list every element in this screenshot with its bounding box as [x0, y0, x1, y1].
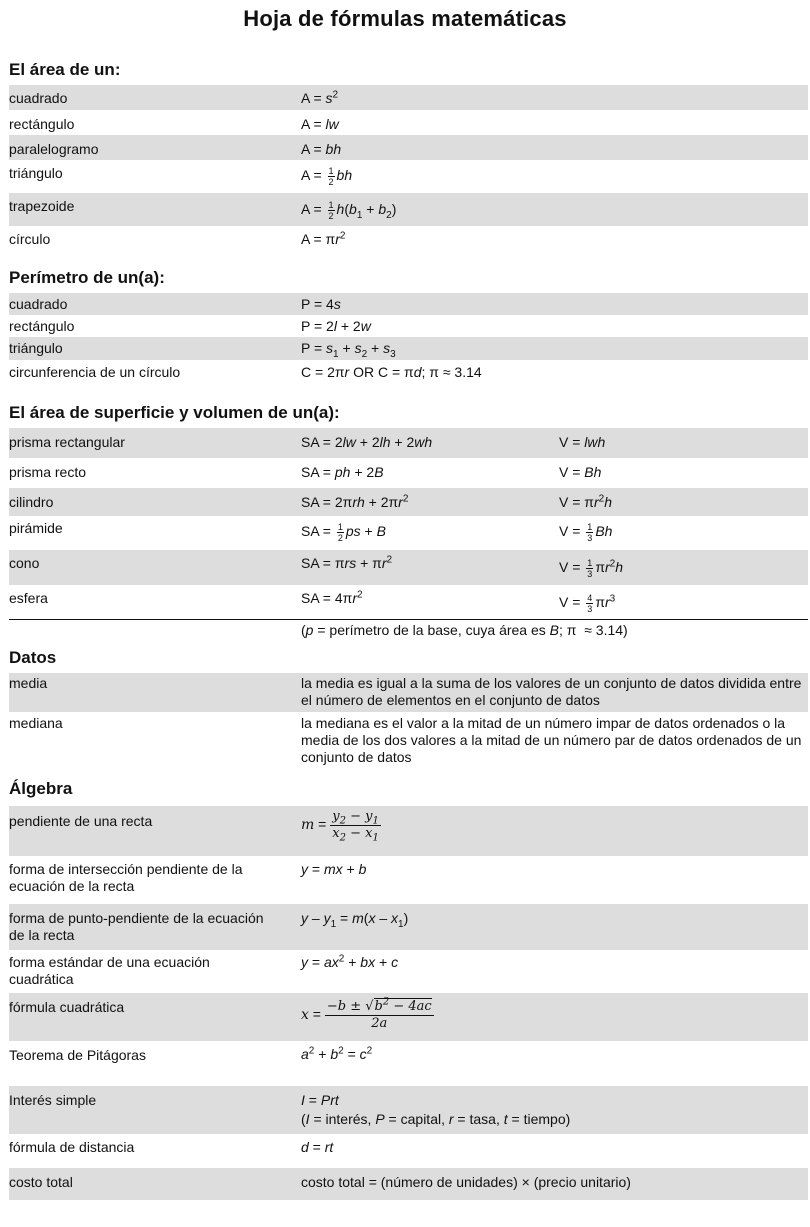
- surface-row-pyramid: [9, 516, 808, 550]
- row-sa-formula: SA = $2\pi rh + 2\pi r^2$: [301, 493, 409, 510]
- row-label: circunferencia de un círculo: [9, 364, 181, 380]
- row-formula: y = mx + b: [301, 861, 367, 877]
- algebra-row-point-slope: [9, 904, 808, 950]
- row-formula: $y = ax^2$ + bx + c: [301, 953, 399, 970]
- row-v-formula: V = $\frac{1}{3}$ Bh: [559, 522, 613, 543]
- row-label: Interés simple: [9, 1092, 97, 1108]
- algebra-row-total-cost: [9, 1168, 808, 1200]
- row-formula: x = $\frac{-b \pm √b^2 - 4ac}{2a}$: [301, 996, 432, 1031]
- row-v-formula: V = lwh: [559, 434, 606, 450]
- row-label: rectángulo: [9, 318, 75, 334]
- surface-note: (p = perímetro de la base, cuya área es B; π ≈ 3.14): [301, 622, 628, 638]
- row-label: prisma recto: [9, 464, 87, 480]
- area-row-square: [9, 85, 808, 110]
- algebra-row-simple-interest: [9, 1086, 808, 1134]
- surface-row-right-prism: [9, 458, 808, 488]
- row-note: (I = interés, P = capital, r = tasa, t = tiempo): [301, 1111, 571, 1127]
- row-sa-formula: SA = $4\pi r^2$: [301, 589, 363, 606]
- row-label: triángulo: [9, 165, 63, 181]
- area-row-rectangle: [9, 110, 808, 135]
- row-label: pirámide: [9, 520, 63, 536]
- row-formula: P = 4s: [301, 296, 341, 312]
- row-label: costo total: [9, 1174, 73, 1190]
- section-divider: [9, 619, 808, 620]
- row-label: triángulo: [9, 340, 63, 356]
- perimeter-row-rectangle: [9, 315, 808, 337]
- surface-row-rect-prism: [9, 428, 808, 458]
- row-formula: A = $\frac{1}{2}$ $h(b_1 + b_2)$: [301, 200, 397, 221]
- area-heading: El área de un:: [9, 60, 121, 79]
- area-row-circle: [9, 226, 808, 254]
- row-formula: $a^2 + b^2 = c^2$: [301, 1045, 373, 1062]
- perimeter-row-circumference: [9, 360, 808, 385]
- row-label: forma de punto-pendiente de la ecuación de la recta: [9, 910, 264, 943]
- area-row-parallelogram: [9, 135, 808, 160]
- surface-heading: El área de superficie y volumen de un(a):: [9, 403, 340, 422]
- perimeter-row-triangle: [9, 337, 808, 360]
- page-title: Hoja de fórmulas matemáticas: [243, 6, 567, 31]
- row-formula: I = Prt: [301, 1092, 339, 1108]
- row-label: media: [9, 675, 48, 691]
- area-row-trapezoid: [9, 193, 808, 226]
- surface-note-row: [9, 621, 808, 641]
- algebra-row-slope-intercept: [9, 856, 808, 904]
- area-row-triangle: [9, 160, 808, 193]
- row-formula: P = 2l + 2w: [301, 318, 371, 334]
- row-label: fórmula de distancia: [9, 1139, 135, 1155]
- data-heading: Datos: [9, 648, 57, 667]
- row-v-formula: V = $\frac{4}{3}$ $\pi r^3$: [559, 593, 616, 614]
- row-formula: $A = \pi r^2$: [301, 230, 346, 247]
- row-label: Teorema de Pitágoras: [9, 1047, 146, 1063]
- row-label: cono: [9, 555, 40, 571]
- surface-row-cylinder: [9, 488, 808, 516]
- row-label: paralelogramo: [9, 141, 99, 157]
- row-label: rectángulo: [9, 116, 75, 132]
- row-formula: m = $\frac{y_2 - y_1}{x_2 - x_1}$: [301, 809, 379, 844]
- algebra-heading: Álgebra: [9, 779, 73, 798]
- row-label: forma estándar de una ecuación cuadrática: [9, 954, 210, 987]
- row-v-formula: V = Bh: [559, 464, 602, 480]
- data-row-mean: [9, 673, 808, 712]
- algebra-row-quadratic-standard: [9, 950, 808, 993]
- row-label: fórmula cuadrática: [9, 999, 125, 1015]
- row-v-formula: V = $\frac{1}{3}$ $\pi r^2h$: [559, 558, 624, 579]
- row-formula: A = lw: [301, 116, 339, 132]
- algebra-row-distance: [9, 1134, 808, 1168]
- data-row-median: [9, 712, 808, 770]
- row-label: cuadrado: [9, 90, 68, 106]
- row-sa-formula: SA = $\frac{1}{2}$ ps + B: [301, 522, 386, 543]
- row-formula: d = rt: [301, 1139, 334, 1155]
- algebra-row-pythagoras: [9, 1041, 808, 1086]
- row-formula: C = 2πr OR C = πd; π ≈ 3.14: [301, 364, 482, 380]
- surface-row-cone: [9, 550, 808, 585]
- row-sa-formula: SA = ph + 2B: [301, 464, 384, 480]
- surface-row-sphere: [9, 585, 808, 618]
- algebra-row-slope: [9, 806, 808, 856]
- row-label: forma de intersección pendiente de la ecuación de la recta: [9, 861, 243, 894]
- row-formula: $A = s^2$: [301, 89, 339, 106]
- row-label: mediana: [9, 715, 63, 731]
- row-label: cilindro: [9, 494, 54, 510]
- row-formula: costo total = (número de unidades) × (precio unitario): [301, 1174, 631, 1190]
- row-label: esfera: [9, 590, 48, 606]
- row-formula: A = bh: [301, 141, 342, 157]
- row-label: prisma rectangular: [9, 434, 125, 450]
- row-formula: A = $\frac{1}{2}$ bh: [301, 166, 353, 187]
- row-label: pendiente de una recta: [9, 813, 153, 829]
- row-sa-formula: SA = 2lw + 2lh + 2wh: [301, 434, 433, 450]
- perimeter-heading: Perímetro de un(a):: [9, 268, 165, 287]
- row-v-formula: $V = \pi r^2h$: [559, 493, 612, 510]
- row-label: cuadrado: [9, 296, 68, 312]
- row-sa-formula: SA = $\pi rs + \pi r^2$: [301, 554, 393, 571]
- row-text: la mediana es el valor a la mitad de un número impar de datos ordenados o la media de los dos valores a la mitad de un número par de datos ordenados de un conjunto de datos: [301, 715, 802, 765]
- perimeter-row-square: [9, 293, 808, 315]
- row-formula: $y - y_1 = m(x - x_1)$: [301, 910, 409, 930]
- row-text: la media es igual a la suma de los valores de un conjunto de datos dividida entre el número de elementos en el conjunto de datos: [301, 675, 802, 708]
- row-label: trapezoide: [9, 198, 75, 214]
- row-label: círculo: [9, 231, 51, 247]
- row-formula: $P = s_1 + s_2 + s_3$: [301, 340, 396, 360]
- algebra-row-quadratic-formula: [9, 993, 808, 1041]
